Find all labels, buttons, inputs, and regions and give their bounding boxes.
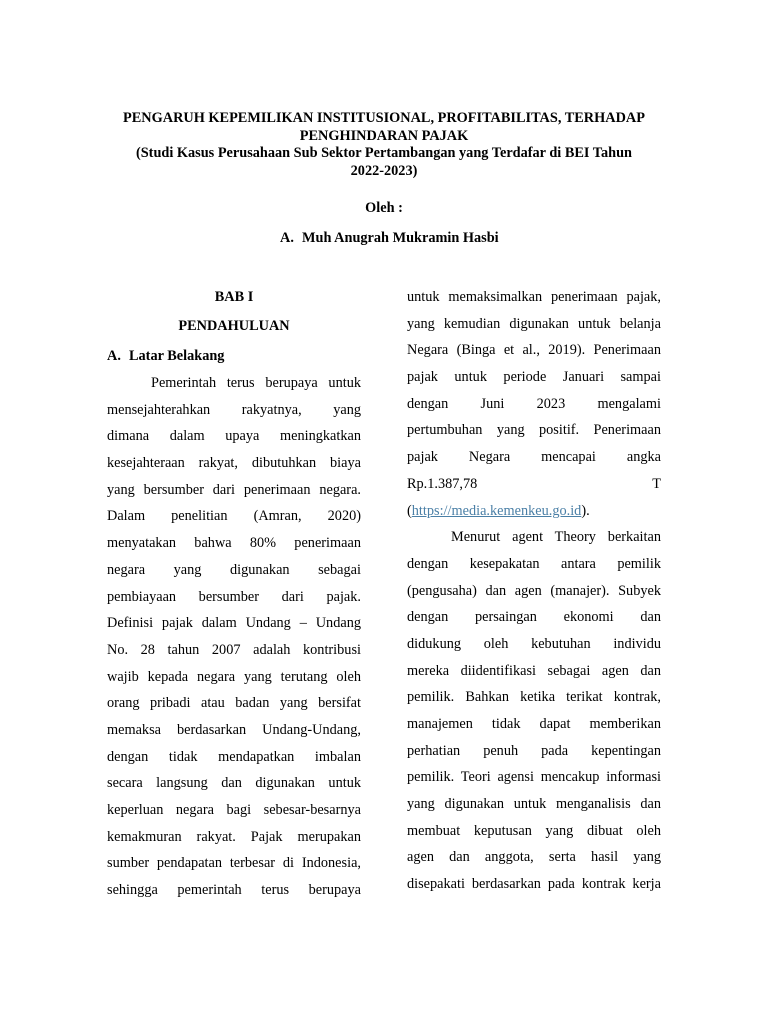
kemenkeu-link[interactable]: https://media.kemenkeu.go.id [411,502,582,519]
text-line: disepakati berdasarkan pada kontrak kerja [407,876,661,893]
text-line: memaksa berdasarkan Undang-Undang, [107,721,361,738]
text-line: menyatakan bahwa 80% penerimaan [107,535,361,552]
text-line: manajemen tidak dapat memberikan [407,716,661,732]
text-line: Negara (Binga et al., 2019). Penerimaan [407,342,661,359]
paper-title [100,110,668,180]
title-line-2: PENGHINDARAN PAJAK [299,127,469,144]
text-line: yang digunakan untuk menganalisis dan [407,796,661,813]
text-line: pemilik. Teori agensi mencakup informasi [407,769,661,786]
title-line-1: PENGARUH KEPEMILIKAN INSTITUSIONAL, PROFITABILITAS, TERHADAP [123,110,645,126]
author-number: A. [280,230,294,246]
text-line: wajib kepada negara yang terutang oleh [107,668,361,685]
left-column [107,288,361,908]
text-line: keperluan negara bagi sebesar-besarnya [107,802,361,818]
citation-line [407,502,661,529]
text-line: sumber pendapatan terbesar di Indonesia, [107,855,361,872]
text-line: mereka diidentifikasi sebagai agen dan [407,662,661,679]
section-title: Latar Belakang [129,348,225,364]
left-paragraph [107,374,361,908]
text-line: Menurut agent Theory berkaitan [451,529,661,546]
text-line: Rp.1.387,78 T [407,475,661,492]
text-line: dengan tidak mendapatkan imbalan [107,748,361,765]
text-line: sehingga pemerintah terus berupaya [107,882,361,899]
text-line: orang pribadi atau badan yang bersifat [107,695,361,712]
text-line: mensejahterahkan rakyatnya, yang [107,401,361,418]
section-heading [107,347,361,374]
author-name: Muh Anugrah Mukramin Hasbi [302,230,499,246]
link-open-paren: ( [407,502,412,519]
text-line: dengan kesepakatan antara pemilik [407,555,661,572]
text-line: membuat keputusan yang dibuat oleh [407,822,661,839]
right-paragraph-2 [407,528,661,902]
text-line: pajak untuk periode Januari sampai [407,369,661,386]
text-line: Definisi pajak dalam Undang – Undang [107,615,361,632]
text-line: kemakmuran rakyat. Pajak merupakan [107,828,361,845]
text-line: kesejahteraan rakyat, dibutuhkan biaya [107,455,361,472]
text-line: yang bersumber dari penerimaan negara. [107,481,361,498]
oleh-label: Oleh : [365,200,403,216]
text-line: untuk memaksimalkan penerimaan pajak, [407,289,661,305]
title-line-3: (Studi Kasus Perusahaan Sub Sektor Pertambangan yang Terdafar di BEI Tahun [135,145,633,161]
right-column [407,288,661,902]
text-line: pajak Negara mencapai angka [407,449,661,466]
text-line: pemilik. Bahkan ketika terikat kontrak, [407,689,661,706]
text-line: pertumbuhan yang positif. Penerimaan [407,422,661,439]
text-line: secara langsung dan digunakan untuk [107,775,361,792]
text-line: Dalam penelitian (Amran, 2020) [107,508,361,525]
text-line: Pemerintah terus berupaya untuk [151,375,361,391]
text-line: yang kemudian digunakan untuk belanja [407,315,661,332]
right-paragraph-1 [407,288,661,528]
chapter-title: PENDAHULUAN [178,318,290,334]
title-line-4: 2022-2023) [350,162,418,179]
section-number: A. [107,348,121,364]
author-line [280,230,499,247]
text-line: dimana dalam upaya meningkatkan [107,428,361,445]
text-line: didukung oleh kebutuhan individu [407,635,661,652]
text-line: agen dan anggota, serta hasil yang [407,849,661,866]
text-line: (pengusaha) dan agen (manajer). Subyek [407,582,661,599]
text-line: No. 28 tahun 2007 adalah kontribusi [107,641,361,658]
text-line: dengan Juni 2023 mengalami [407,395,661,412]
text-line: perhatian penuh pada kepentingan [407,742,661,759]
text-line: dengan persaingan ekonomi dan [407,609,661,626]
chapter-label: BAB I [214,289,254,305]
text-line: pembiayaan bersumber dari pajak. [107,588,361,605]
text-line: negara yang digunakan sebagai [107,561,361,578]
link-close-paren: ). [581,502,590,519]
